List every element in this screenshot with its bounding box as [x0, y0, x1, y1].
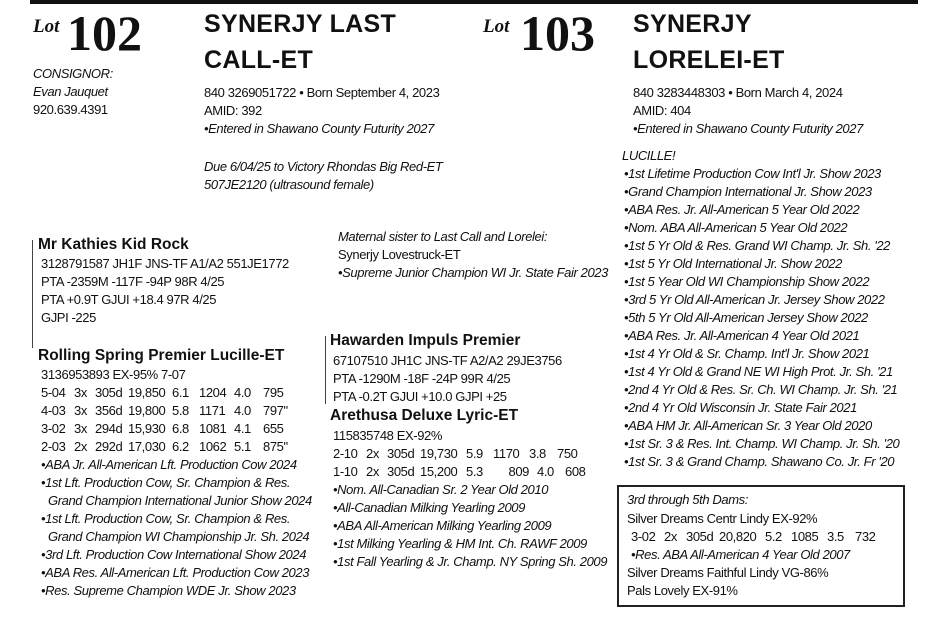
honor-line: Grand Champion WI Championship Jr. Sh. 2024 [48, 529, 310, 544]
dam-honors [41, 456, 312, 600]
sire-detail-line: 67107510 JH1C JNS-TF A2/A2 29JE3756 [333, 353, 562, 368]
honor-line: •1st 5 Yr Old International Jr. Show 2022 [624, 256, 842, 271]
honor-line: •ABA Res. All-American Lft. Production Cow 2023 [41, 565, 310, 580]
ancestor-dam-line: Silver Dreams Faithful Lindy VG-86% [627, 565, 829, 580]
ancestor-dam-honor: •Res. ABA All-American 4 Year Old 2007 [631, 547, 850, 562]
ancestor-dam-line: Pals Lovely EX-91% [627, 583, 738, 598]
consignor-name: Evan Jauquet [33, 84, 108, 99]
honor-line: •1st Lft. Production Cow, Sr. Champion & Res. [41, 511, 291, 526]
dam-registration: 115835748 EX-92% [333, 428, 443, 443]
maternal-sister-honor: •Supreme Junior Champion WI Jr. State Fair 2023 [338, 265, 608, 280]
dam-registration: 3136953893 EX-95% 7-07 [41, 367, 186, 382]
honor-line: Grand Champion International Junior Show 2024 [48, 493, 312, 508]
animal-name-line2: LORELEI-ET [633, 46, 785, 74]
consignor-phone: 920.639.4391 [33, 102, 108, 117]
amid-line: AMID: 404 [633, 103, 691, 118]
animal-name-line1: SYNERJY LAST [204, 10, 397, 38]
honor-line: •ABA Res. Jr. All-American 4 Year Old 2021 [624, 328, 860, 343]
lactation-record: 3-02 3x 294d 15,930 6.8 1081 4.1 655 [41, 421, 284, 436]
lactation-record: 1-10 2x 305d 15,200 5.3 809 4.0 608 [333, 464, 586, 479]
honor-line: •ABA All-American Milking Yearling 2009 [333, 518, 552, 533]
registration-line: 840 3283448303 • Born March 4, 2024 [633, 85, 843, 100]
sire-details [333, 352, 562, 406]
lot-number: 103 [520, 5, 595, 61]
honor-line: •3rd Lft. Production Cow International Show 2024 [41, 547, 307, 562]
honor-line: •1st 5 Year Old WI Championship Show 2022 [624, 274, 870, 289]
consignor-label: CONSIGNOR: [33, 66, 113, 81]
sire-name: Mr Kathies Kid Rock [38, 236, 189, 253]
sire-name: Hawarden Impuls Premier [330, 332, 521, 349]
honor-line: •Nom. ABA All-American 5 Year Old 2022 [624, 220, 848, 235]
honor-line: •ABA HM Jr. All-American Sr. 3 Year Old 2020 [624, 418, 872, 433]
honor-line: •Res. Supreme Champion WDE Jr. Show 2023 [41, 583, 296, 598]
maternal-sister-name: Synerjy Lovestruck-ET [338, 247, 461, 262]
honor-line: •1st 5 Yr Old & Res. Grand WI Champ. Jr. Sh. '22 [624, 238, 890, 253]
honor-line: •1st 4 Yr Old & Sr. Champ. Int'l Jr. Show 2021 [624, 346, 870, 361]
honor-line: •1st Sr. 3 & Grand Champ. Shawano Co. Jr. Fr '20 [624, 454, 895, 469]
maternal-sister-heading: Maternal sister to Last Call and Lorelei: [338, 229, 548, 244]
animal-name-line2: CALL-ET [204, 46, 314, 74]
sire-detail-line: PTA -1290M -18F -24P 99R 4/25 [333, 371, 511, 386]
honor-line: •ABA Jr. All-American Lft. Production Cow 2024 [41, 457, 297, 472]
due-line-sire: 507JE2120 (ultrasound female) [204, 177, 374, 192]
due-line: Due 6/04/25 to Victory Rhondas Big Red-ET [204, 159, 443, 174]
dam-records [333, 445, 586, 481]
honor-line: •Nom. All-Canadian Sr. 2 Year Old 2010 [333, 482, 549, 497]
sire-detail-line: PTA -0.2T GJUI +10.0 GJPI +25 [333, 389, 507, 404]
honor-line: •All-Canadian Milking Yearling 2009 [333, 500, 525, 515]
honor-line: •Grand Champion International Jr. Show 2023 [624, 184, 872, 199]
honor-line: •5th 5 Yr Old All-American Jersey Show 2022 [624, 310, 868, 325]
lactation-record: 4-03 3x 356d 19,800 5.8 1171 4.0 797" [41, 403, 288, 418]
lactation-record: 2-10 2x 305d 19,730 5.9 1170 3.8 750 [333, 446, 578, 461]
lactation-record: 2-03 2x 292d 17,030 6.2 1062 5.1 875" [41, 439, 288, 454]
honor-line: •1st Milking Yearling & HM Int. Ch. RAWF 2009 [333, 536, 587, 551]
dam-name: Rolling Spring Premier Lucille-ET [38, 347, 285, 364]
dam-name: Arethusa Deluxe Lyric-ET [330, 407, 519, 424]
lot-label: Lot [483, 16, 510, 37]
sire-detail-line: 3128791587 JH1F JNS-TF A1/A2 551JE1772 [41, 256, 289, 271]
honor-line: •3rd 5 Yr Old All-American Jr. Jersey Show 2022 [624, 292, 885, 307]
honor-line: •ABA Res. Jr. All-American 5 Year Old 2022 [624, 202, 860, 217]
ancestor-dams-box [617, 485, 905, 607]
pedigree-bracket [325, 336, 326, 404]
sire-detail-line: GJPI -225 [41, 310, 96, 325]
futurity-line: •Entered in Shawano County Futurity 2027 [204, 121, 434, 136]
maternal-sister-note [338, 228, 608, 282]
ancestor-dam-line: Silver Dreams Centr Lindy EX-92% [627, 511, 818, 526]
sire-detail-line: PTA +0.9T GJUI +18.4 97R 4/25 [41, 292, 217, 307]
honor-line: •1st Lifetime Production Cow Int'l Jr. Show 2023 [624, 166, 881, 181]
amid-line: AMID: 392 [204, 103, 262, 118]
dam-honors [333, 481, 607, 571]
futurity-line: •Entered in Shawano County Futurity 2027 [633, 121, 863, 136]
lactation-record: 3-02 2x 305d 20,820 5.2 1085 3.5 732 [631, 529, 876, 544]
honor-line: •1st Sr. 3 & Res. Int. Champ. WI Champ. Jr. Sh. '20 [624, 436, 900, 451]
honor-line: •1st Fall Yearling & Jr. Champ. NY Spring Sh. 2009 [333, 554, 608, 569]
lactation-record: 5-04 3x 305d 19,850 6.1 1204 4.0 795 [41, 385, 284, 400]
dam-records [41, 384, 288, 456]
honor-line: •1st Lft. Production Cow, Sr. Champion & Res. [41, 475, 291, 490]
honor-line: •1st 4 Yr Old & Grand NE WI High Prot. Jr. Sh. '21 [624, 364, 893, 379]
sire-detail-line: PTA -2359M -117F -94P 98R 4/25 [41, 274, 225, 289]
honor-line: •2nd 4 Yr Old & Res. Sr. Ch. WI Champ. Jr. Sh. '21 [624, 382, 898, 397]
sire-details [41, 255, 289, 327]
lucille-honors [624, 165, 899, 471]
top-rule [30, 0, 918, 4]
ancestor-dams-heading: 3rd through 5th Dams: [627, 492, 748, 507]
pedigree-bracket [32, 240, 33, 348]
animal-name-line1: SYNERJY [633, 10, 752, 38]
lot-label: Lot [33, 16, 60, 37]
honor-line: •2nd 4 Yr Old Wisconsin Jr. State Fair 2021 [624, 400, 857, 415]
registration-line: 840 3269051722 • Born September 4, 2023 [204, 85, 440, 100]
lucille-heading: LUCILLE! [622, 148, 676, 163]
lot-number: 102 [67, 5, 142, 61]
